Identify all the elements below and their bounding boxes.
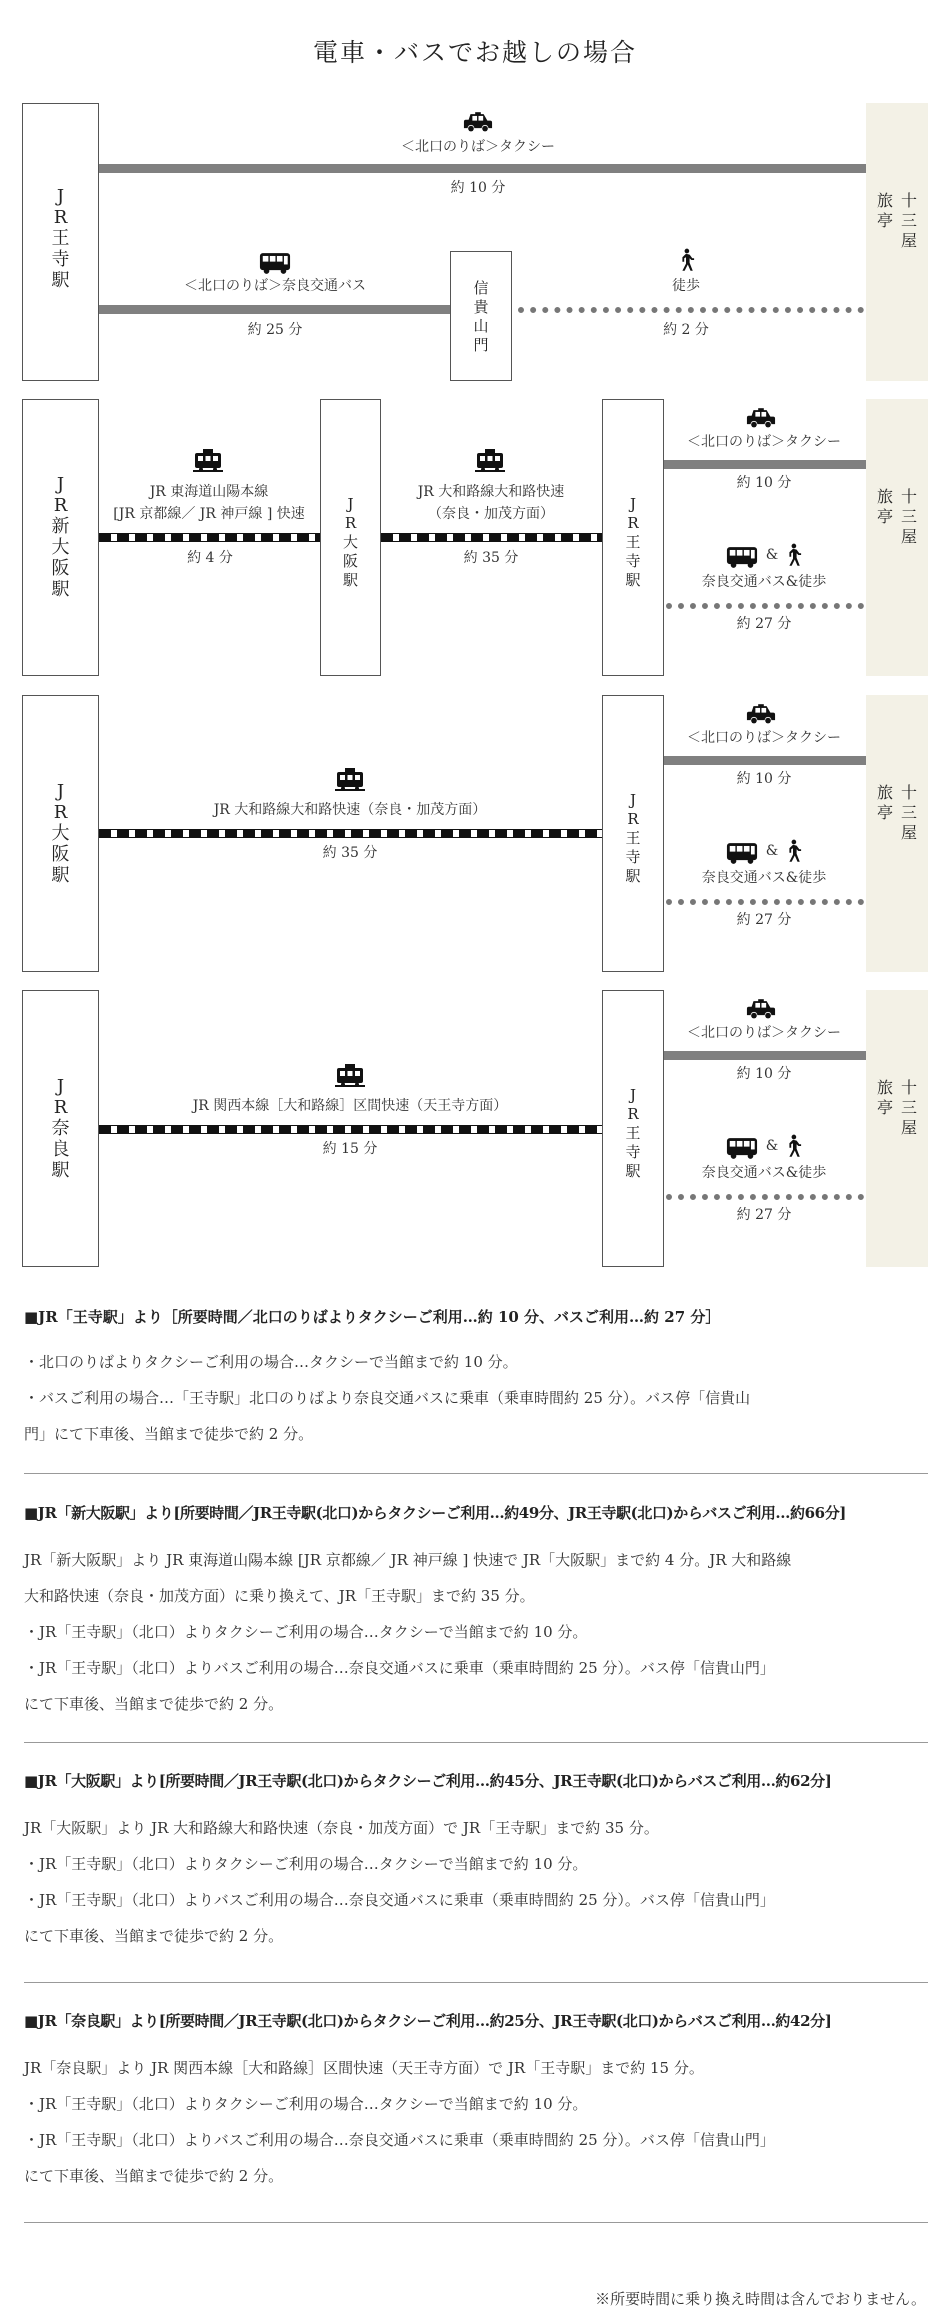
station-box-osaka [320, 399, 381, 676]
destination-name-1: 旅亭 [876, 1078, 893, 1117]
train-rail [99, 1125, 602, 1134]
train-rail [99, 829, 602, 838]
car-icon [746, 999, 776, 1020]
taxi-route-line [99, 164, 866, 173]
train-icon [335, 768, 365, 794]
station-name-shin-osaka: J R 新 大 阪 駅 [51, 474, 70, 600]
page-title: 電車・バスでお越しの場合 [312, 38, 637, 67]
station-name-oji: J R 王 寺 駅 [625, 791, 641, 885]
taxi-time: 約 10 分 [450, 180, 506, 196]
train1-label-1: JR 東海道山陽本線 [149, 484, 269, 500]
station-name-osaka: J R 大 阪 駅 [51, 781, 70, 886]
bus-icon [726, 1137, 758, 1160]
train1-label-2: [JR 京都線／ JR 神戸線 ] 快速 [113, 506, 305, 522]
destination-box [866, 399, 928, 676]
bus-walk-time: 約 27 分 [736, 1207, 792, 1223]
train2-label-2: （奈良・加茂方面） [428, 506, 554, 522]
train-icon [193, 449, 223, 475]
divider [24, 1742, 928, 1743]
bus-label: ＜北口のりば＞奈良交通バス [184, 278, 366, 294]
bus-route-line [99, 305, 450, 314]
car-icon [746, 408, 776, 429]
section-text-nara: JR「奈良駅」より JR 関西本線［大和路線］区間快速（天王寺方面）で JR「王寺駅」まで約 15 分。 ・JR「王寺駅」（北口）よりタクシーご利用の場合…タクシーで当館まで約 10 分。 ・JR「王寺駅」（北口）よりバスご利用の場合…奈良交通バスに乗車（乗車時間約 25 分）。バス停「信貴山門」 にて下車後、当館まで徒歩で約 2 分。 [24, 2059, 775, 2185]
bus-time: 約 25 分 [247, 322, 303, 338]
train-time: 約 35 分 [322, 845, 378, 861]
train-icon [475, 449, 505, 475]
taxi-route-line [664, 460, 866, 469]
bus-walk-route-line [666, 1194, 864, 1200]
destination-name-2: 十三屋 [900, 1078, 917, 1137]
bus-stop-box [450, 251, 512, 381]
train1-time: 約 4 分 [187, 550, 233, 566]
station-name-oji: J R 王 寺 駅 [625, 495, 641, 589]
bus-walk-label: 奈良交通バス&徒歩 [701, 870, 827, 886]
section-text-osaka: JR「大阪駅」より JR 大和路線大和路快速（奈良・加茂方面）で JR「王寺駅」まで約 35 分。 ・JR「王寺駅」（北口）よりタクシーご利用の場合…タクシーで当館まで約 10 分。 ・JR「王寺駅」（北口）よりバスご利用の場合…奈良交通バスに乗車（乗車時間約 25 分）。バス停「信貴山門」 にて下車後、当館まで徒歩で約 2 分。 [24, 1819, 775, 1945]
section-heading-nara: ■JR「奈良駅」より[所要時間／JR王寺駅(北口)からタクシーご利用…約25分、JR王寺駅(北口)からバスご利用…約42分] [24, 2012, 832, 2030]
bus-walk-label: 奈良交通バス&徒歩 [701, 574, 827, 590]
station-name-nara: J R 奈 良 駅 [51, 1076, 70, 1181]
train2-time: 約 35 分 [463, 550, 519, 566]
bus-stop-name: 信 貴 山 門 [473, 279, 489, 354]
destination-name-1: 旅亭 [876, 783, 893, 822]
destination-name-2: 十三屋 [900, 783, 917, 842]
taxi-label: ＜北口のりば＞タクシー [401, 139, 555, 155]
walk-icon [677, 248, 695, 272]
bus-icon [726, 546, 758, 569]
station-name-oji: J R 王 寺 駅 [51, 186, 70, 291]
destination-name-1: 旅亭 [876, 487, 893, 526]
train-label: JR 関西本線［大和路線］区間快速（天王寺方面） [192, 1098, 508, 1114]
section-heading-oji: ■JR「王寺駅」より［所要時間／北口のりばよりタクシーご利用…約 10 分、バスご利用…約 27 分］ [24, 1308, 721, 1326]
section-heading-shin-osaka: ■JR「新大阪駅」より[所要時間／JR王寺駅(北口)からタクシーご利用…約49分、JR王寺駅(北口)からバスご利用…約66分] [24, 1504, 846, 1522]
station-box-oji [602, 695, 664, 972]
destination-box [866, 695, 928, 972]
bus-walk-amp: & [765, 843, 779, 859]
section-text-oji: ・北口のりばよりタクシーご利用の場合…タクシーで当館まで約 10 分。 ・バスご利用の場合…「王寺駅」北口のりばより奈良交通バスに乗車（乗車時間約 25 分）。バス停「信貴山 門」にて下車後、当館まで徒歩で約 2 分。 [24, 1353, 751, 1443]
destination-name-2: 十三屋 [900, 191, 917, 250]
destination-name-1: 旅亭 [876, 191, 893, 230]
walk-route-line [518, 307, 864, 313]
taxi-route-line [664, 1051, 866, 1060]
taxi-label: ＜北口のりば＞タクシー [687, 1025, 841, 1041]
bus-icon [726, 842, 758, 865]
train-icon [335, 1064, 365, 1090]
station-box-oji [22, 103, 99, 381]
train-label: JR 大和路線大和路快速（奈良・加茂方面） [213, 802, 487, 818]
station-name-oji: J R 王 寺 駅 [625, 1086, 641, 1180]
bus-walk-amp: & [765, 547, 779, 563]
divider [24, 1982, 928, 1983]
train2-rail [381, 533, 602, 542]
car-icon [746, 704, 776, 725]
bus-walk-amp: & [765, 1138, 779, 1154]
section-text-shin-osaka: JR「新大阪駅」より JR 東海道山陽本線 [JR 京都線／ JR 神戸線 ] 快速で JR「大阪駅」まで約 4 分。JR 大和路線 大和路快速（奈良・加茂方面）に乗り換えて、JR「王寺駅」まで約 35 分。 ・JR「王寺駅」（北口）よりタクシーご利用の場合…タクシーで当館まで約 10 分。 ・JR「王寺駅」（北口）よりバスご利用の場合…奈良交通バスに乗車（乗車時間約 25 分）。バス停「信貴山門」 にて下車後、当館まで徒歩で約 2 分。 [24, 1551, 792, 1713]
train1-rail [99, 533, 320, 542]
station-box-nara [22, 990, 99, 1267]
walk-icon [784, 839, 802, 863]
station-box-osaka [22, 695, 99, 972]
destination-name-2: 十三屋 [900, 487, 917, 546]
station-name-osaka: J R 大 阪 駅 [342, 495, 358, 589]
car-icon [463, 112, 493, 133]
walk-icon [784, 543, 802, 567]
station-box-oji [602, 399, 664, 676]
footnote: ※所要時間に乗り換え時間は含んでおりません。 [595, 2290, 926, 2308]
bus-walk-time: 約 27 分 [736, 616, 792, 632]
walk-time: 約 2 分 [663, 322, 709, 338]
taxi-route-line [664, 756, 866, 765]
walk-icon [784, 1134, 802, 1158]
divider [24, 1473, 928, 1474]
destination-box [866, 103, 928, 381]
bus-walk-route-line [666, 899, 864, 905]
bus-walk-route-line [666, 603, 864, 609]
taxi-time: 約 10 分 [736, 771, 792, 787]
taxi-time: 約 10 分 [736, 1066, 792, 1082]
bus-walk-label: 奈良交通バス&徒歩 [701, 1165, 827, 1181]
taxi-label: ＜北口のりば＞タクシー [687, 730, 841, 746]
train-time: 約 15 分 [322, 1141, 378, 1157]
section-heading-osaka: ■JR「大阪駅」より[所要時間／JR王寺駅(北口)からタクシーご利用…約45分、JR王寺駅(北口)からバスご利用…約62分] [24, 1772, 832, 1790]
station-box-oji [602, 990, 664, 1267]
taxi-time: 約 10 分 [736, 475, 792, 491]
station-box-shin-osaka [22, 399, 99, 676]
bus-icon [259, 252, 291, 275]
destination-box [866, 990, 928, 1267]
divider [24, 2222, 928, 2223]
walk-label: 徒歩 [672, 278, 700, 294]
train2-label-1: JR 大和路線大和路快速 [417, 484, 565, 500]
bus-walk-time: 約 27 分 [736, 912, 792, 928]
taxi-label: ＜北口のりば＞タクシー [687, 434, 841, 450]
